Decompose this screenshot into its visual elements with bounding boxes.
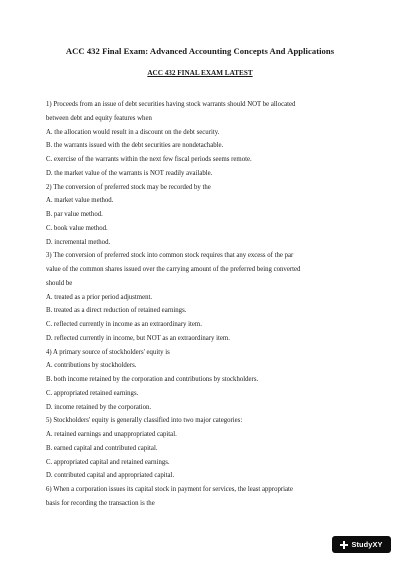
text-line: C. appropriated retained earnings. [46, 389, 139, 397]
text-line: A. contributions by stockholders. [46, 362, 137, 370]
text-line: D. incremental method. [46, 238, 111, 246]
studyxy-badge[interactable] [332, 536, 391, 553]
text-line: B. treated as a direct reduction of retained earnings. [46, 307, 187, 315]
text-line: C. exercise of the warrants within the next few fiscal periods seems remote. [46, 156, 252, 163]
text-line: A. retained earnings and unappropriated capital. [46, 431, 177, 438]
text-line: B. the warrants issued with the debt securities are nondetachable. [46, 142, 224, 150]
text-line: B. par value method. [46, 211, 103, 218]
text-line: should be [46, 279, 73, 287]
text-line: D. the market value of the warrants is NOT readily available. [46, 169, 213, 177]
text-line: 4) A primary source of stockholders' equity is [46, 348, 170, 356]
text-line: D. income retained by the corporation. [46, 403, 152, 411]
document-subtitle: ACC 432 FINAL EXAM LATEST [147, 69, 253, 77]
brand-label: StudyXY [351, 540, 383, 549]
text-line: value of the common shares issued over the carrying amount of the preferred being converted [46, 266, 301, 273]
text-line: 1) Proceeds from an issue of debt securities having stock warrants should NOT be allocated [46, 101, 296, 108]
text-line: D. contributed capital and appropriated capital. [46, 472, 175, 480]
text-line: D. reflected currently in income, but NOT as an extraordinary item. [46, 334, 230, 342]
text-line: 5) Stockholders' equity is generally classified into two major categories: [46, 417, 243, 425]
text-line: 2) The conversion of preferred stock may be recorded by the [46, 183, 211, 191]
text-line: B. earned capital and contributed capital. [46, 444, 158, 452]
text-line: between debt and equity features when [46, 114, 152, 122]
text-line: B. both income retained by the corporation and contributions by stockholders. [46, 376, 259, 383]
plus-icon [340, 541, 348, 549]
text-line: C. reflected currently in income as an extraordinary item. [46, 321, 202, 328]
text-line: 6) When a corporation issues its capital stock in payment for services, the least appropriate [46, 486, 293, 493]
text-line: A. the allocation would result in a discount on the debt security. [46, 128, 220, 136]
text-line: A. market value method. [46, 197, 114, 205]
text-line: C. appropriated capital and retained earnings. [46, 458, 170, 466]
text-line: A. treated as a prior period adjustment. [46, 293, 153, 301]
document-body [46, 98, 354, 511]
text-line: C. book value method. [46, 224, 108, 232]
text-line: basis for recording the transaction is the [46, 499, 155, 507]
text-line: 3) The conversion of preferred stock into common stock requires that any excess of the par [46, 252, 294, 260]
document-title: ACC 432 Final Exam: Advanced Accounting Concepts And Applications [65, 46, 335, 56]
